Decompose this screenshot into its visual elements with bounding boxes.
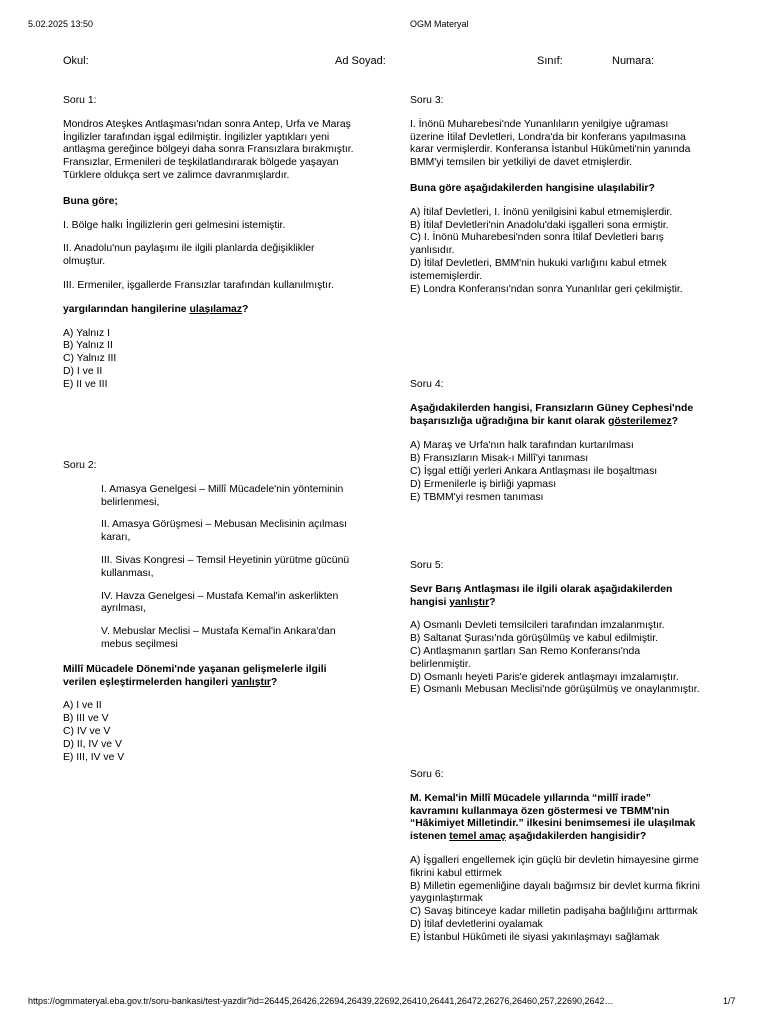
question-1-title: Soru 1: bbox=[63, 95, 97, 106]
option-b: B) Milletin egemenliğine dayalı bağımsız bir devlet kurma fikrini yaygınlaştırmak bbox=[410, 880, 700, 905]
stem-mark: ? bbox=[270, 676, 278, 688]
question-6 bbox=[410, 769, 702, 945]
question-3-text: I. İnönü Muharebesi'nde Yunanlıların yenilgiye uğraması üzerine İtilaf Devletleri, Londra'da bir konferans yapılmasına karar vermişlerdir. Konferansa İstanbul Hükûmeti'nin yanında BMM'yi temsilen bir yetkiliyi de davet etmişlerdir. bbox=[410, 118, 691, 169]
option-a: A) İşgalleri engellemek için güçlü bir devletin himayesine girme fikrini kabul ettirmek bbox=[410, 854, 699, 879]
question-5-title: Soru 5: bbox=[410, 560, 444, 571]
option-d: D) Osmanlı heyeti Paris'e giderek antlaşmayı imzalamıştır. bbox=[410, 671, 679, 683]
number-label: Numara: bbox=[612, 55, 655, 67]
option-b: B) III ve V bbox=[63, 713, 109, 725]
stem-keyword: ulaşılamaz bbox=[189, 303, 243, 315]
stem-keyword: yanlıştır bbox=[231, 676, 271, 688]
option-c: C) Savaş bitinceye kadar milletin padişaha bağlılığını arttırmak bbox=[410, 906, 698, 918]
page-number: 1/7 bbox=[723, 996, 736, 1006]
stem-text: Aşağıdakilerden hangisi, Fransızların Güney Cephesi'nde başarısızlığa uğradığına bir kanıt olarak bbox=[410, 402, 694, 427]
option-c: C) IV ve V bbox=[63, 725, 111, 737]
question-3-stem: Buna göre aşağıdakilerden hangisine ulaşılabilir? bbox=[410, 182, 655, 194]
question-6-options bbox=[410, 855, 702, 945]
question-3 bbox=[410, 95, 702, 296]
matching-item-1: I. Amasya Genelgesi – Millî Mücadele'nin yönteminin belirlenmesi, bbox=[101, 483, 344, 508]
question-3-options bbox=[410, 207, 702, 297]
question-2-options bbox=[63, 700, 355, 764]
class-label: Sınıf: bbox=[537, 55, 563, 67]
stem-keyword: gösterilemez bbox=[608, 415, 672, 427]
question-2-stem bbox=[63, 664, 355, 690]
print-title: OGM Materyal bbox=[410, 19, 469, 29]
matching-item-3: III. Sivas Kongresi – Temsil Heyetinin yürütme gücünü kullanması, bbox=[101, 554, 350, 579]
question-4-title: Soru 4: bbox=[410, 379, 444, 390]
print-url: https://ogmmateryal.eba.gov.tr/soru-bankasi/test-yazdir?id=26445,26426,22694,26439,22692,26410,26441,26472,26276,26460,257,22690,2642… bbox=[28, 996, 614, 1006]
option-a: A) İtilaf Devletleri, I. İnönü yenilgisini kabul etmemişlerdir. bbox=[410, 206, 673, 218]
question-1-text: Mondros Ateşkes Antlaşması'ndan sonra Antep, Urfa ve Maraş İngilizler tarafından işgal edilmiştir. İngilizler yaptıkları yeni antlaşma gereğince bölgeyi daha sonra Fransızlara bırakmıştır. Fransızlar, Ermenileri de teşkilatlandırarak bölgede yaşayan Türklere oldukça sert ve zalimce davranmışlardır. bbox=[63, 118, 354, 181]
name-label: Ad Soyad: bbox=[335, 55, 386, 67]
statement-2: II. Anadolu'nun paylaşımı ile ilgili planlarda değişiklikler olmuştur. bbox=[63, 243, 315, 268]
option-d: D) II, IV ve V bbox=[63, 738, 122, 750]
option-c: C) Antlaşmanın şartları San Remo Konferansı'nda belirlenmiştir. bbox=[410, 645, 641, 670]
option-d: D) Ermenilerle iş birliği yapması bbox=[410, 478, 557, 490]
option-d: D) I ve II bbox=[63, 365, 103, 377]
matching-item-2: II. Amasya Görüşmesi – Mebusan Meclisinin açılması kararı, bbox=[101, 519, 348, 544]
question-1-stem bbox=[63, 304, 355, 317]
option-d: D) İtilaf devletlerini oyalamak bbox=[410, 918, 543, 930]
option-e: E) TBMM'yi resmen tanıması bbox=[410, 491, 544, 503]
stem-mark: ? bbox=[242, 303, 249, 315]
option-d: D) İtilaf Devletleri, BMM'nin hukuki varlığını kabul etmek istememişlerdir. bbox=[410, 257, 667, 282]
question-6-stem bbox=[410, 793, 702, 844]
option-b: B) Yalnız II bbox=[63, 340, 113, 352]
question-4 bbox=[410, 379, 702, 504]
option-e: E) Osmanlı Mebusan Meclisi'nde görüşülmüş ve onaylanmıştır. bbox=[410, 684, 700, 696]
question-5-options bbox=[410, 620, 702, 697]
question-5-stem bbox=[410, 584, 702, 610]
print-datetime: 5.02.2025 13:50 bbox=[28, 19, 94, 29]
option-a: A) I ve II bbox=[63, 700, 102, 712]
stem-text: yargılarından hangilerine bbox=[63, 303, 190, 315]
option-e: E) III, IV ve V bbox=[63, 751, 125, 763]
stem-keyword: yanlıştır bbox=[449, 596, 490, 608]
option-a: A) Yalnız I bbox=[63, 327, 110, 339]
option-b: B) Saltanat Şurası'nda görüşülmüş ve kabul edilmiştir. bbox=[410, 633, 659, 645]
stem-mark: ? bbox=[489, 596, 496, 608]
stem-text-end: aşağıdakilerden hangisidir? bbox=[505, 831, 647, 843]
statement-1: I. Bölge halkı İngilizlerin geri gelmesini istemiştir. bbox=[63, 219, 286, 231]
question-4-options bbox=[410, 440, 702, 504]
stem-keyword: temel amaç bbox=[449, 831, 506, 843]
matching-item-5: V. Mebuslar Meclisi – Mustafa Kemal'in Ankara'dan mebus seçilmesi bbox=[101, 626, 336, 650]
stem-mark: ? bbox=[671, 415, 678, 427]
option-c: C) Yalnız III bbox=[63, 353, 117, 365]
matching-item-4: IV. Havza Genelgesi – Mustafa Kemal'in askerlikten ayrılması, bbox=[101, 590, 339, 615]
question-4-stem bbox=[410, 403, 702, 429]
question-6-title: Soru 6: bbox=[410, 769, 444, 780]
option-e: E) İstanbul Hükûmeti ile siyasi yakınlaşmayı sağlamak bbox=[410, 931, 660, 943]
option-c: C) İşgal ettiği yerleri Ankara Antlaşması ile boşaltması bbox=[410, 465, 658, 477]
option-b: B) İtilaf Devletleri'nin Anadolu'daki işgalleri sona ermiştir. bbox=[410, 219, 669, 231]
option-a: A) Osmanlı Devleti temsilcileri tarafından imzalanmıştır. bbox=[410, 620, 665, 632]
question-1-options bbox=[63, 328, 355, 392]
question-2 bbox=[63, 460, 355, 764]
option-c: C) I. İnönü Muharebesi'nden sonra İtilaf Devletleri barış yanlısıdır. bbox=[410, 232, 664, 257]
question-1-lead: Buna göre; bbox=[63, 195, 118, 207]
option-e: E) II ve III bbox=[63, 378, 108, 390]
stem-text: M. Kemal'in Millî Mücadele yıllarında “millî irade” kavramını kullanmaya özen göstermesi ve TBMM'nin “Hâkimiyet Milletindir.” ilkesini benimsemesi ile ulaşılmak istenen bbox=[410, 792, 696, 843]
question-2-title: Soru 2: bbox=[63, 460, 97, 471]
question-5 bbox=[410, 560, 702, 697]
stem-text: Millî Mücadele Dönemi'nde yaşanan gelişmelerle ilgili verilen eşleştirmelerden hangileri bbox=[63, 663, 327, 688]
question-1 bbox=[63, 95, 355, 392]
option-b: B) Fransızların Misak-ı Millî'yi tanıması bbox=[410, 453, 589, 465]
question-3-title: Soru 3: bbox=[410, 95, 444, 106]
option-a: A) Maraş ve Urfa'nın halk tarafından kurtarılması bbox=[410, 440, 634, 452]
school-label: Okul: bbox=[63, 55, 89, 67]
statement-3: III. Ermeniler, işgallerde Fransızlar tarafından kullanılmıştır. bbox=[63, 279, 334, 291]
stem-text: Sevr Barış Antlaşması ile ilgili olarak aşağıdakilerden hangisi bbox=[410, 583, 673, 608]
option-e: E) Londra Konferansı'ndan sonra Yunanlılar geri çekilmiştir. bbox=[410, 283, 683, 295]
